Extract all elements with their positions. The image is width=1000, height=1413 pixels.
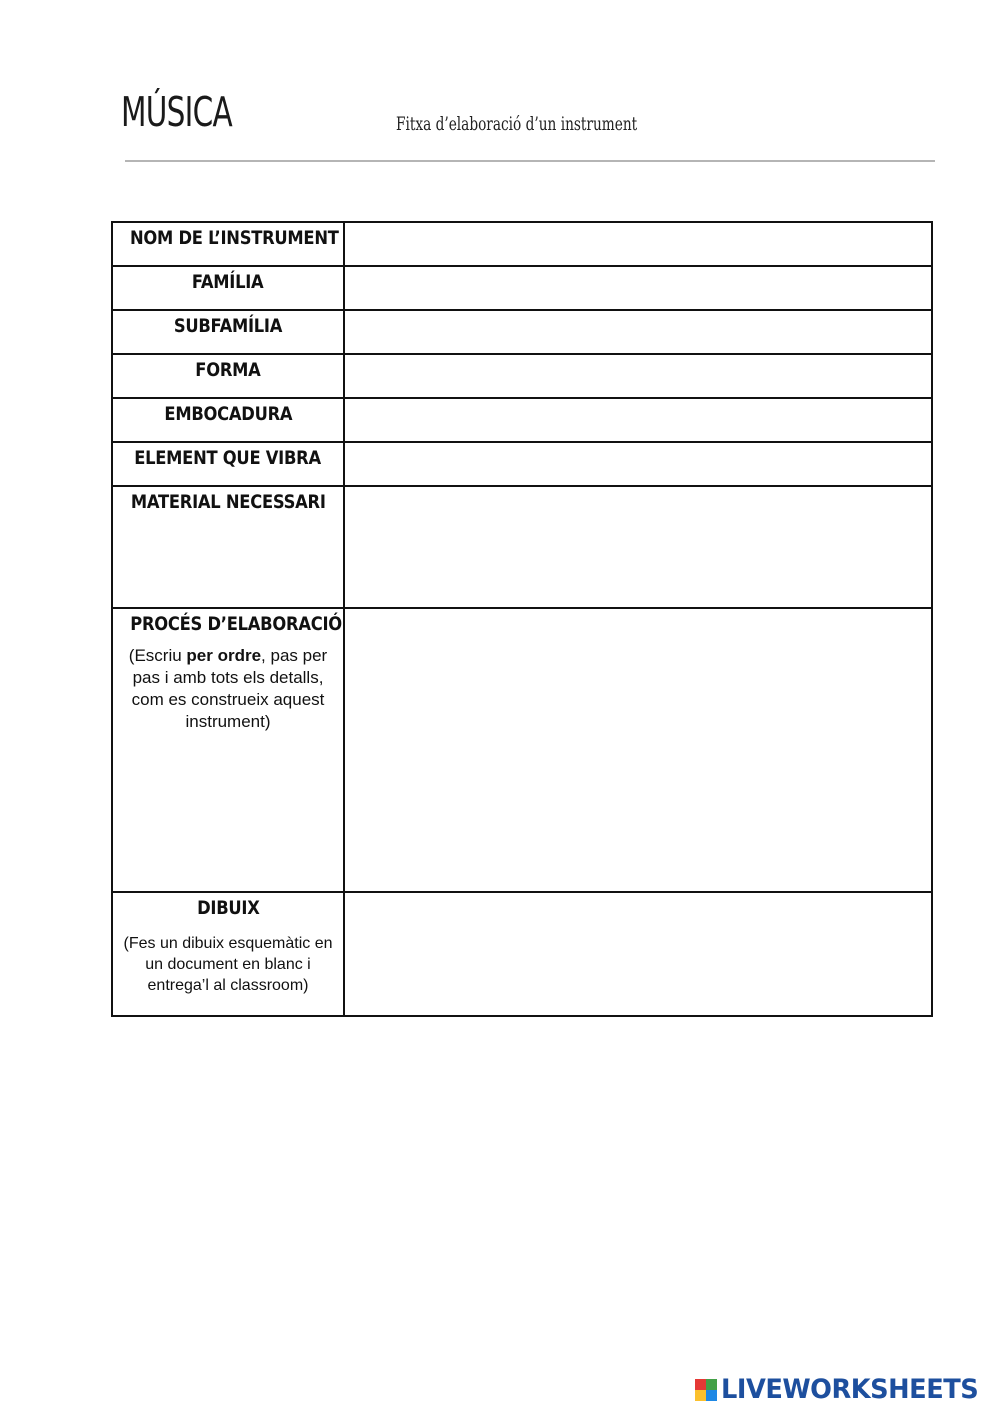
page-title: MÚSICA	[121, 88, 233, 136]
instrument-form-table	[111, 221, 933, 1017]
process-note-prefix: (Escriu	[128, 646, 187, 665]
header-divider	[125, 160, 935, 162]
row-label-cell	[112, 486, 344, 608]
liveworksheets-logo-icon	[695, 1379, 717, 1401]
watermark	[695, 1374, 992, 1405]
label-subfamily: SUBFAMÍLIA	[173, 315, 283, 337]
table-row	[112, 354, 932, 398]
row-label-cell	[112, 222, 344, 266]
drawing-instructions: (Fes un dibuix esquemàtic en un document en blanc i entrega’l al classroom)	[123, 935, 333, 994]
label-drawing: DIBUIX	[196, 897, 260, 919]
label-materials: MATERIAL NECESSARI	[130, 491, 326, 513]
mouthpiece-field[interactable]	[344, 398, 932, 442]
row-label-cell	[112, 266, 344, 310]
row-label-cell	[112, 608, 344, 892]
process-note-emphasis: per ordre	[186, 646, 262, 665]
instrument-name-field[interactable]	[344, 222, 932, 266]
table-row	[112, 486, 932, 608]
row-label-cell	[112, 310, 344, 354]
logo-square-yellow	[695, 1390, 706, 1401]
table-row	[112, 266, 932, 310]
process-field[interactable]	[344, 608, 932, 892]
materials-field[interactable]	[344, 486, 932, 608]
table-row	[112, 892, 932, 1016]
row-label-cell	[112, 892, 344, 1016]
table-row	[112, 398, 932, 442]
process-note-suffix: , pas per pas i amb tots els detalls, com es construeix aquest instrument)	[131, 646, 328, 731]
watermark-text: LIVEWORKSHEETS	[721, 1374, 979, 1405]
logo-square-green	[706, 1379, 717, 1390]
family-field[interactable]	[344, 266, 932, 310]
drawing-field[interactable]	[344, 892, 932, 1016]
label-family: FAMÍLIA	[192, 271, 264, 293]
table-row	[112, 442, 932, 486]
table-row	[112, 310, 932, 354]
label-shape: FORMA	[195, 359, 261, 381]
page-subtitle: Fitxa d’elaboració d’un instrument	[396, 113, 638, 135]
table-row	[112, 222, 932, 266]
label-instrument-name: NOM DE L’INSTRUMENT	[129, 227, 339, 249]
row-label-cell	[112, 398, 344, 442]
logo-square-red	[695, 1379, 706, 1390]
table-row	[112, 608, 932, 892]
label-vibrating-element: ELEMENT QUE VIBRA	[134, 447, 322, 469]
shape-field[interactable]	[344, 354, 932, 398]
logo-square-blue	[706, 1390, 717, 1401]
vibrating-element-field[interactable]	[344, 442, 932, 486]
subfamily-field[interactable]	[344, 310, 932, 354]
process-instructions	[113, 645, 343, 733]
row-label-cell	[112, 442, 344, 486]
row-label-cell	[112, 354, 344, 398]
label-mouthpiece: EMBOCADURA	[164, 403, 292, 425]
label-process: PROCÉS D’ELABORACIÓ	[130, 613, 342, 635]
